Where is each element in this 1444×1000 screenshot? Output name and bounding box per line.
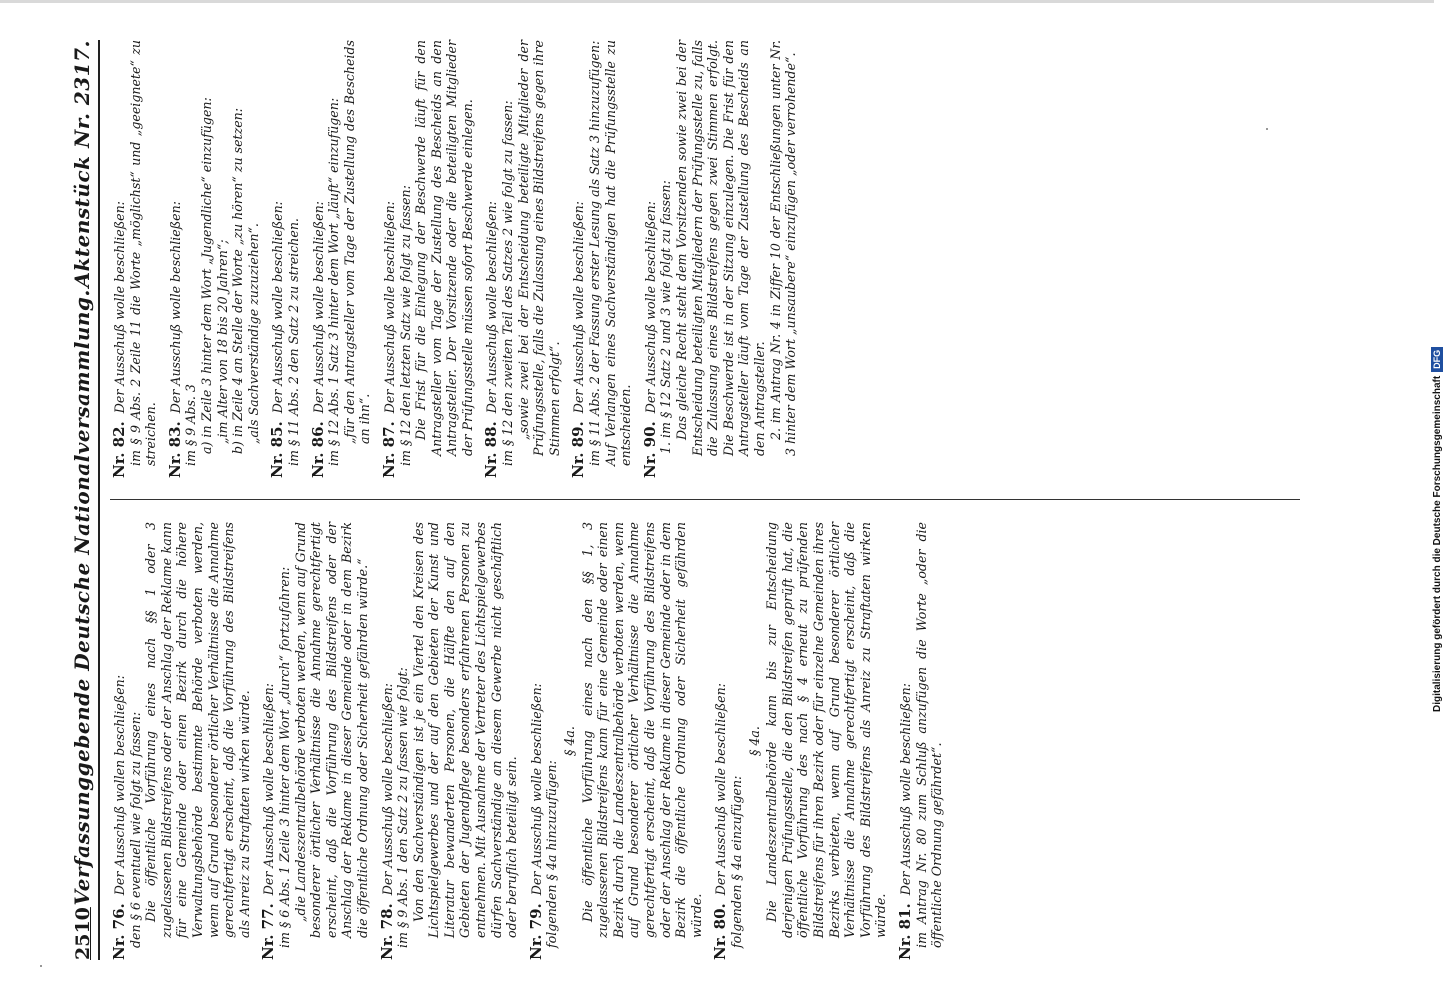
dfg-logo: DFG [1431, 347, 1443, 372]
motion-text: „sowie zwei bei der Entscheidung beteiligte Mitglieder der Prüfungsstelle, falls die Zulassung eines Bildstreifens gegen ihre Stimmen erfolgt“. [515, 40, 562, 456]
motion-block [571, 40, 633, 478]
section-heading: § 4a. [562, 726, 578, 756]
motion-intro: Der Ausschuß wolle beschließen: [310, 201, 326, 414]
motion-quote: „als Sachverständige zuzuziehen“. [245, 223, 261, 444]
motion-intro: Der Ausschuß wolle beschließen: [484, 201, 500, 414]
motion-intro: Der Ausschuß wolle beschließen: [270, 201, 286, 414]
motion-text: „die Landeszentralbehörde verboten werden, wenn auf Grund besonderer örtlicher Verhältnisse die Annahme gerechtfertigt erscheint, daß die Vorführung des Bildstreifens oder der Anschlag der Reklame in dieser Gemeinde oder in dem Bezirk die öffentliche Ordnung oder Sicherheit gefährden würde.“ [292, 522, 370, 938]
motion-intro: Der Ausschuß wolle beschließen: [713, 683, 729, 896]
motion-intro: Der Ausschuß wolle beschließen: [897, 683, 913, 896]
page-number: 2510 [72, 907, 94, 960]
motion-text: Die öffentliche Vorführung eines nach den §§ 1, 3 zugelassenen Bildstreifens kann für eine Gemeinde oder einen Bezirk durch die Landeszentralbehörde verboten werden, wenn auf Grund besonderer örtlicher Verhältnisse die Annahme gerechtfertigt erscheint, daß die Vorführung des Bildstreifens oder der Anschlag der Reklame in dieser Gemeinde oder in dem Bezirk die öffentliche Ordnung oder Sicherheit gefährden würde. [579, 522, 704, 938]
motion-number: Nr. 86. [308, 421, 327, 478]
motion-subitem: b) in Zeile 4 an Stelle der Worte „zu hören“ zu setzen: [230, 107, 246, 454]
motion-text: 2. im Antrag Nr. 4 in Ziffer 10 der Entschließungen unter Nr. 3 hinter dem Wort „unsaubere“ einzufügen „oder verrohende“. [767, 40, 799, 456]
motion-number: Nr. 79. [526, 903, 545, 960]
motion-block [379, 40, 476, 478]
motion-line: im § 9 Abs. 1 den Satz 2 zu fassen wie folgt: [395, 667, 411, 948]
motion-block [112, 522, 252, 960]
scan-top-edge [0, 0, 1434, 3]
left-column [112, 522, 1312, 960]
motion-number: Nr. 80. [711, 903, 730, 960]
motion-number: Nr. 77. [259, 903, 278, 960]
motion-line: folgenden § 4a hinzuzufügen: [544, 760, 560, 948]
document-page [60, 40, 1320, 960]
motion-text: Die Frist für die Einlegung der Beschwerde läuft für den Antragsteller vom Tage der Zustellung des Bescheids an den Antragsteller. Der Vorsitzende oder die beteiligten Mitglieder der Prüfungsstelle müssen sofort Beschwerde einlegen. [413, 40, 475, 456]
motion-number: Nr. 89. [569, 421, 588, 478]
motion-block [308, 40, 373, 478]
motion-block [713, 522, 889, 960]
motion-block [270, 40, 301, 478]
motion-number: Nr. 83. [165, 421, 184, 478]
motion-line: im § 11 Abs. 2 den Satz 2 zu streichen. [285, 218, 301, 466]
right-column [112, 40, 1312, 478]
motion-number: Nr. 87. [379, 421, 398, 478]
motion-text: Die öffentliche Vorführung eines nach §§ 1 oder 3 zugelassenen Bildstreifens oder der Anschlag der Reklame kann für eine Gemeinde oder einen Bezirk durch die höhere Verwaltungsbehörde bestimmte Behörde verboten werden, wenn auf Grund besonderer örtlicher Verhältnisse die Annahme gerechtfertigt erscheint, daß die Vorführung des Bildstreifens als Anreiz zu Straftaten wirken würde. [143, 522, 252, 938]
motion-intro: Der Ausschuß wolle beschließen: [167, 201, 183, 414]
motion-block [112, 40, 159, 478]
motion-line: im § 12 den zweiten Teil des Satzes 2 wie folgt zu fassen: [500, 100, 516, 466]
motion-block [377, 522, 520, 960]
motion-block [526, 522, 705, 960]
motion-line: Auf Verlangen eines Sachverständigen hat die Prüfungsstelle zu entscheiden. [602, 40, 634, 466]
motion-line: im § 12 den letzten Satz wie folgt zu fassen: [397, 185, 413, 466]
motion-quote: „für den Antragsteller vom Tage der Zustellung des Bescheids an ihn“. [341, 40, 373, 444]
motion-intro: Der Ausschuß wolle beschließen: [528, 683, 544, 896]
scan-speck [1266, 128, 1268, 130]
motion-line: im § 6 Abs. 1 Zeile 3 hinter dem Wort „durch“ fortzufahren: [276, 566, 292, 948]
motion-number: Nr. 81. [895, 903, 914, 960]
motion-intro: Der Ausschuß wollen beschließen: [112, 674, 127, 896]
digitization-text: Digitalisierung gefördert durch die Deutsche Forschungsgemeinschaft [1431, 375, 1443, 712]
motion-quote: „im Alter von 18 bis 20 Jahren“; [214, 239, 230, 444]
digitization-note [1418, 12, 1443, 712]
motion-number: Nr. 78. [377, 903, 396, 960]
scan-speck [40, 965, 42, 967]
motion-number: Nr. 88. [482, 421, 501, 478]
motion-number: Nr. 90. [640, 421, 659, 478]
motion-subitem: 1. im § 12 Satz 2 und 3 wie folgt zu fassen: [658, 180, 674, 454]
motion-line: im Antrag Nr. 80 zum Schluß anzufügen die Worte „oder die öffentliche Ordnung gefährdet“. [913, 522, 945, 948]
running-head-left: Verfassunggebende Deutsche Nationalversammlung. [70, 289, 94, 906]
motion-intro: Der Ausschuß wolle beschließen: [112, 201, 127, 414]
motion-intro: Der Ausschuß wolle beschließen: [381, 201, 397, 414]
motion-text: Das gleiche Recht steht dem Vorsitzenden sowie zwei bei der Entscheidung beteiligten Mitgliedern der Prüfungsstelle zu, falls die Zulassung eines Bildstreifens gegen zwei Stimmen erfolgt. Die Beschwerde ist in der Sitzung einzulegen. Die Frist für den Antragsteller läuft vom Tage der Zustellung des Bescheids an den Antragsteller. [674, 40, 767, 456]
motion-block [261, 522, 370, 960]
motion-block [640, 40, 799, 478]
motion-line: im § 9 Abs. 2 Zeile 11 die Worte „möglichst“ und „geeignete“ zu streichen. [127, 40, 159, 466]
motion-block [165, 40, 262, 478]
motion-subitem: a) in Zeile 3 hinter dem Wort „Jugendliche“ einzufügen: [198, 97, 214, 454]
column-divider [110, 499, 1300, 500]
section-heading: § 4a. [746, 726, 762, 756]
page-header [60, 40, 100, 960]
motion-intro: Der Ausschuß wolle beschließen: [261, 683, 277, 896]
motion-number: Nr. 82. [110, 421, 128, 478]
motion-line: im § 12 Abs. 1 Satz 3 hinter dem Wort „läuft“ einzufügen: [326, 97, 342, 466]
motion-intro: Der Ausschuß wolle beschließen: [571, 201, 587, 414]
motion-intro: Der Ausschuß wolle beschließen: [642, 201, 658, 414]
motion-line: folgenden § 4a einzufügen: [728, 775, 744, 948]
motion-text: Die Landeszentralbehörde kann bis zur Entscheidung derjenigen Prüfungsstelle, die den Bildstreifen geprüft hat, die öffentliche Vorführung des nach § 4 erneut zu prüfenden Bildstreifens für ihren Bezirk oder für einzelne Gemeinden ihres Bezirks verbieten, wenn auf Grund besonderer örtlicher Verhältnisse die Annahme gerechtfertigt erscheint, daß die Vorführung des Bildstreifens als Anreiz zu Straftaten wirken würde. [764, 522, 889, 938]
motion-line: den § 6 eventuell wie folgt zu fassen: [127, 711, 143, 948]
motion-intro: Der Ausschuß wolle beschließen: [379, 683, 395, 896]
motion-number: Nr. 85. [268, 421, 287, 478]
running-head-right: Aktenstück Nr. 2317. [70, 40, 94, 288]
motion-text: Von den Sachverständigen ist je ein Viertel den Kreisen des Lichtspielgewerbes und der auf den Gebieten der Kunst und Literatur bewanderten Personen, die Hälfte den auf den Gebieten der Jugendpflege besonders erfahrenen Personen zu entnehmen. Mit Ausnahme der Vertreter des Lichtspielgewerbes dürfen Sachverständige an diesem Gewerbe nicht geschäftlich oder beruflich beteiligt sein. [410, 522, 520, 938]
motion-block [484, 40, 562, 478]
motion-block [895, 522, 945, 960]
motion-line: im § 11 Abs. 2 der Fassung erster Lesung als Satz 3 hinzuzufügen: [587, 40, 603, 466]
motion-line: im § 9 Abs. 3 [183, 384, 199, 466]
motion-number: Nr. 76. [110, 903, 128, 960]
